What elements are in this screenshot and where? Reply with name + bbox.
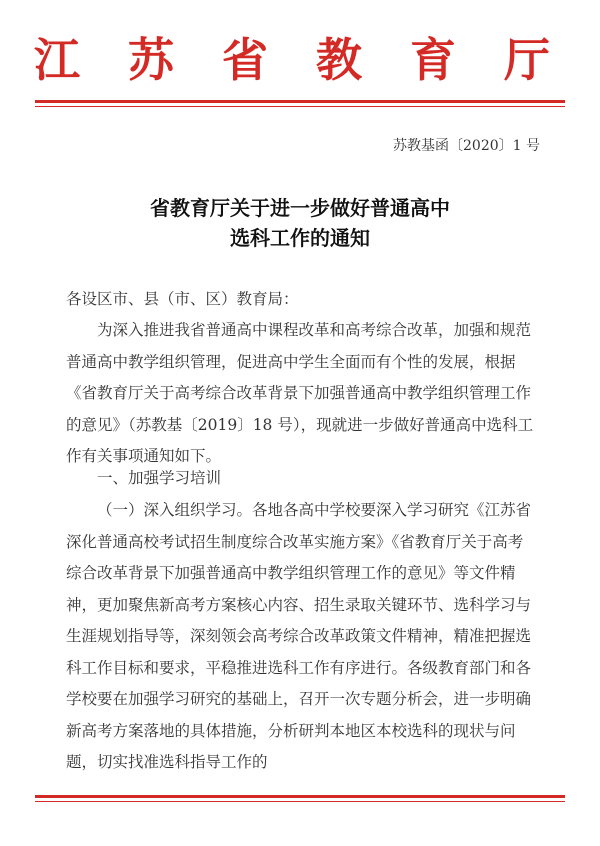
section-heading-1: 一、加强学习培训	[97, 469, 222, 487]
red-rule-top-thin	[35, 106, 565, 107]
body-paragraph-2: （一）深入组织学习。各地各高中学校要深入学习研究《江苏省深化普通高校考试招生制度综合改革实施方案》《省教育厅关于高考综合改革背景下加强普通高中教学组织管理工作的意见》等文件精神，更加聚焦新高考方案核心内容、招生录取关键环节、选科学习与生涯规划指导等，深刻领会高考综合改革政策文件精神，精准把握选科工作目标和要求，平稳推进选科工作有序进行。各级教育部门和各学校要在加强学习研究的基础上，召开一次专题分析会，进一步明确新高考方案落地的具体措施，分析研判本地区本校选科的现状与问题，切实找准选科指导工作的	[66, 501, 532, 771]
document-title-line-1: 省教育厅关于进一步做好普通高中	[150, 196, 450, 220]
document-number: 苏教基函〔2020〕1 号	[393, 138, 540, 154]
salutation: 各设区市、县（市、区）教育局：	[66, 290, 299, 308]
red-rule-top-thick	[35, 100, 565, 103]
body-paragraph-1: 为深入推进我省普通高中课程改革和高考综合改革，加强和规范普通高中教学组织管理，促进高中学生全面而有个性的发展，根据《省教育厅关于高考综合改革背景下加强普通高中教学组织管理工作的意见》（苏教基〔2019〕18 号），现就进一步做好普通高中选科工作有关事项通知如下。	[66, 321, 534, 465]
red-rule-bottom-thin	[35, 801, 565, 802]
red-rule-bottom-thick	[35, 795, 565, 798]
document-title-line-2: 选科工作的通知	[230, 226, 370, 250]
issuing-authority-masthead: 江 苏 省 教 育 厅	[33, 33, 567, 87]
